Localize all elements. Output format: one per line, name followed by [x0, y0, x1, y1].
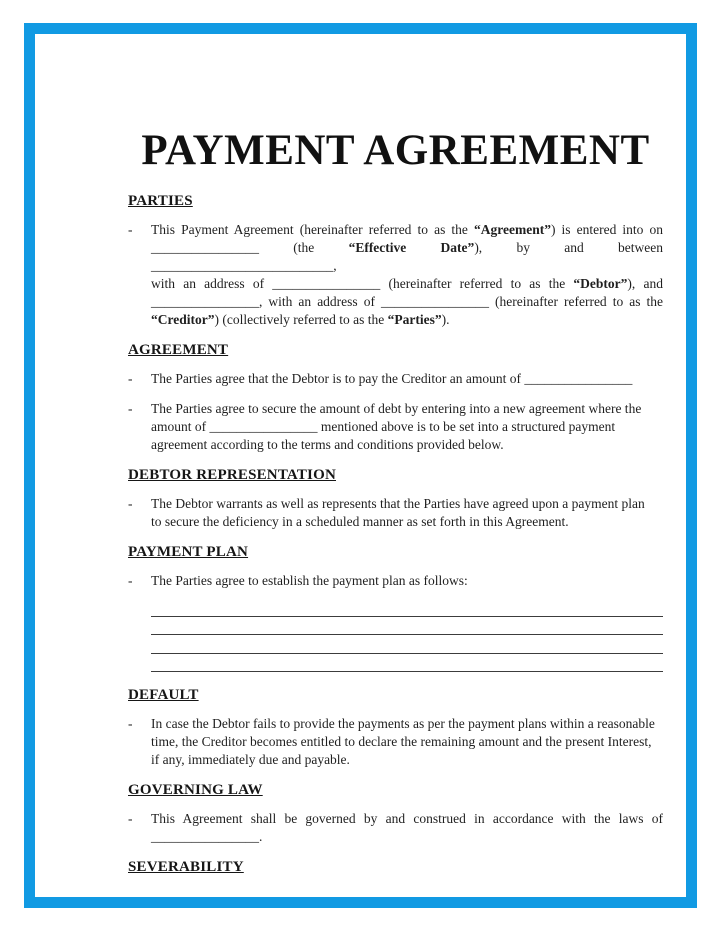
- paragraph-lines: [151, 400, 663, 454]
- fill-in-line: [151, 635, 663, 654]
- section-heading: PARTIES: [128, 193, 193, 209]
- section: [128, 466, 663, 531]
- bullet-dash: -: [128, 401, 133, 416]
- bullet-dash: -: [128, 496, 133, 511]
- paragraph-line: ________________.: [151, 829, 263, 844]
- paragraph-lines: [151, 572, 663, 590]
- paragraph-line: time, the Creditor becomes entitled to declare the remaining amount and the present Interest,: [151, 734, 652, 749]
- paragraph-line: ________________, with an address of ________________ (hereinafter referred to as the: [151, 294, 663, 309]
- section-heading: DEBTOR REPRESENTATION: [128, 467, 336, 483]
- paragraph-line: agreement according to the terms and conditions provided below.: [151, 437, 504, 452]
- paragraph: [128, 810, 663, 846]
- bullet-dash: -: [128, 371, 133, 386]
- section-heading: GOVERNING LAW: [128, 782, 263, 798]
- bullet-dash: -: [128, 716, 133, 731]
- paragraph-line: The Parties agree that the Debtor is to pay the Creditor an amount of ________________: [151, 371, 633, 386]
- section-heading: DEFAULT: [128, 687, 199, 703]
- section: [128, 341, 663, 454]
- paragraph-line: In case the Debtor fails to provide the payments as per the payment plans within a reasonable: [151, 716, 655, 731]
- paragraph: [128, 221, 663, 329]
- section-heading: SEVERABILITY: [128, 859, 244, 875]
- section: [128, 686, 663, 769]
- bullet-dash: -: [128, 573, 133, 588]
- document-sections: [128, 192, 663, 876]
- paragraph: [128, 572, 663, 590]
- paragraph-lines: [151, 221, 663, 329]
- page-border-frame: [24, 23, 697, 908]
- paragraph-line: This Agreement shall be governed by and construed in accordance with the laws of: [151, 811, 663, 826]
- fill-in-line: [151, 617, 663, 636]
- paragraph-line: ________________ (the “Effective Date”), by and between ___________________________,: [151, 240, 663, 273]
- paragraph: [128, 715, 663, 769]
- section-heading: PAYMENT PLAN: [128, 544, 249, 560]
- section-heading: AGREEMENT: [128, 342, 229, 358]
- paragraph-line: “Creditor”) (collectively referred to as the “Parties”).: [151, 312, 450, 327]
- bullet-dash: -: [128, 811, 133, 826]
- paragraph-line: with an address of ________________ (hereinafter referred to as the “Debtor”), and: [151, 276, 663, 291]
- section: [128, 543, 663, 672]
- paragraph-line: amount of ________________ mentioned above is to be set into a structured payment: [151, 419, 616, 434]
- paragraph: [128, 370, 663, 388]
- fill-in-line: [151, 598, 663, 617]
- paragraph-lines: [151, 495, 663, 531]
- paragraph-lines: [151, 810, 663, 846]
- paragraph-line: if any, immediately due and payable.: [151, 752, 350, 767]
- fill-in-line: [151, 654, 663, 673]
- paragraph-line: This Payment Agreement (hereinafter referred to as the “Agreement”) is entered into on: [151, 222, 663, 237]
- paragraph-line: The Parties agree to establish the payment plan as follows:: [151, 573, 468, 588]
- bullet-dash: -: [128, 222, 133, 237]
- section: [128, 781, 663, 846]
- document-page: [128, 68, 663, 887]
- paragraph: [128, 400, 663, 454]
- paragraph-line: The Parties agree to secure the amount of debt by entering into a new agreement where the: [151, 401, 642, 416]
- paragraph: [128, 495, 663, 531]
- document-title: PAYMENT AGREEMENT: [141, 127, 650, 174]
- section: [128, 858, 663, 876]
- paragraph-line: to secure the deficiency in a scheduled manner as set forth in this Agreement.: [151, 514, 569, 529]
- paragraph-line: The Debtor warrants as well as represents that the Parties have agreed upon a payment plan: [151, 496, 645, 511]
- paragraph-lines: [151, 715, 663, 769]
- section: [128, 192, 663, 329]
- paragraph-lines: [151, 370, 663, 388]
- fill-in-lines: [128, 598, 663, 672]
